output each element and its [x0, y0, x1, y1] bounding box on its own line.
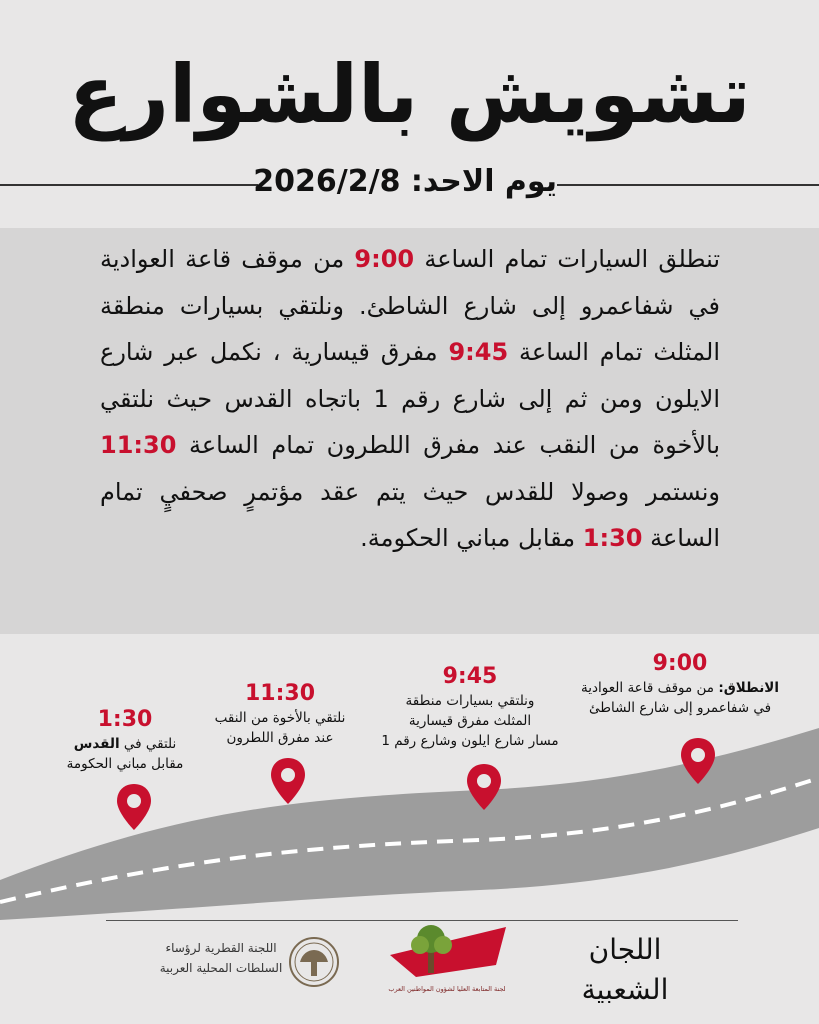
description-text: ونستمر وصولا للقدس حيث يتم عقد مؤتمرٍ صحفيٍ تمام الساعة: [100, 477, 720, 552]
stop-description: [40, 734, 210, 754]
time-highlight: 1:30: [582, 524, 643, 552]
route-description-band: [0, 228, 819, 634]
popular-committees-logo: [560, 930, 690, 1010]
stop-line: ونلتقي بسيارات منطقة: [405, 693, 535, 709]
committee-word: اللجان: [588, 933, 662, 966]
stop-city: القدس: [73, 736, 120, 752]
stop-line: مقابل مباني الحكومة: [66, 756, 184, 772]
stop-line: نلتقي بالأخوة من النقب: [214, 710, 346, 726]
council-name: [156, 938, 286, 978]
council-emblem-icon: [288, 932, 340, 992]
follow-up-logo-text: لجنة المتابعة العليا لشؤون المواطنين العرب: [388, 985, 506, 993]
footer-divider: [106, 920, 738, 921]
stop-time: 1:30: [97, 707, 153, 732]
stop-time: 11:30: [244, 681, 316, 706]
location-pin-icon: [678, 736, 718, 786]
description-text: تنطلق السيارات تمام الساعة: [414, 245, 720, 273]
stop-line: نلتقي في: [119, 736, 177, 752]
location-pin-icon: [464, 762, 504, 812]
time-highlight: 9:00: [354, 245, 415, 273]
follow-up-committee-logo: [388, 925, 506, 1005]
stop-line: عند مفرق اللطرون: [226, 730, 334, 746]
stop-line: من موقف قاعة العوادية: [581, 680, 719, 696]
event-date: يوم الاحد: 2026/2/8: [253, 164, 557, 199]
stop-time: 9:45: [442, 664, 498, 689]
time-highlight: 9:45: [448, 338, 509, 366]
stop-line: في شفاعمرو إلى شارع الشاطئ: [588, 700, 772, 716]
route-stop-jerusalem: [40, 706, 210, 774]
national-council-logo: [160, 932, 340, 992]
stop-line: المثلث مفرق قيسارية: [408, 713, 532, 729]
council-line: السلطات المحلية العربية: [159, 961, 283, 975]
stop-lead: الانطلاق:: [718, 680, 779, 696]
route-description: [100, 236, 720, 562]
divider-right: [557, 184, 819, 186]
route-stop-latrun: [180, 680, 380, 748]
location-pin-icon: [268, 756, 308, 806]
description-text: مقابل مباني الحكومة.: [360, 524, 583, 552]
council-line: اللجنة القطرية لرؤساء: [165, 941, 277, 955]
stop-description: [560, 678, 800, 698]
route-stop-start: [560, 650, 800, 718]
location-pin-icon: [114, 782, 154, 832]
page-title: تشويش بالشوارع: [68, 48, 751, 141]
stop-line: مسار شارع ايلون وشارع رقم 1: [381, 733, 559, 749]
time-highlight: 11:30: [100, 431, 177, 459]
stop-time: 9:00: [652, 651, 708, 676]
route-stop-triangle: [360, 663, 580, 751]
divider-left: [0, 184, 258, 186]
committee-word: الشعبية: [581, 973, 669, 1006]
description-text: مفرق قيسارية ، نكمل عبر شارع الايلون ومن ثم إلى شارع رقم 1 باتجاه القدس حيث نلتقي بالأخوة من النقب عند مفرق اللطرون تمام الساعة: [100, 338, 720, 459]
description-text: من موقف قاعة العوادية في شفاعمرو إلى شارع الشاطئ. ونلتقي بسيارات منطقة المثلث تمام الساعة: [100, 245, 720, 366]
date-row: [0, 160, 819, 204]
